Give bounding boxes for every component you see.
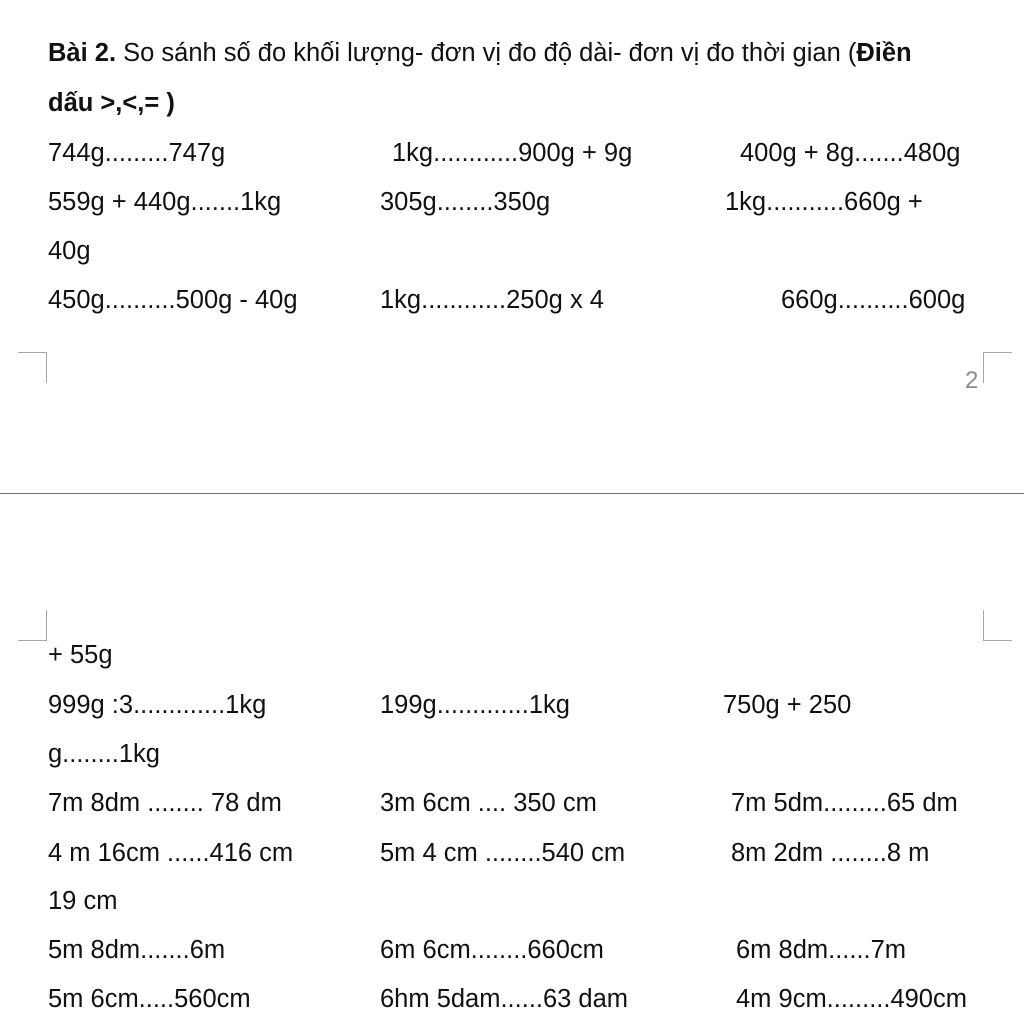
comparison-item: 4 m 16cm ......416 cm	[48, 839, 294, 867]
comparison-item: 6m 8dm......7m	[736, 936, 907, 964]
margin-corner-mark	[983, 352, 1012, 383]
exercise-title: So sánh số đo khối lượng- đơn vị đo độ dài- đơn vị đo thời gian (	[116, 39, 857, 67]
comparison-item: 7m 8dm ........ 78 dm	[48, 789, 282, 817]
comparison-item: 3m 6cm .... 350 cm	[380, 789, 597, 817]
comparison-item: 1kg...........660g +	[725, 188, 923, 216]
exercise-title-bold: Điền	[856, 39, 912, 67]
comparison-item: 400g + 8g.......480g	[740, 139, 961, 167]
comparison-item: 199g.............1kg	[380, 691, 570, 719]
comparison-item-wrap: 19 cm	[48, 887, 118, 915]
comparison-item: 8m 2dm ........8 m	[731, 839, 930, 867]
page-number: 2	[965, 367, 979, 394]
comparison-item: 6hm 5dam......63 dam	[380, 985, 629, 1013]
page-break-divider	[0, 493, 1024, 494]
comparison-item: 305g........350g	[380, 188, 551, 216]
comparison-item: 4m 9cm.........490cm	[736, 985, 967, 1013]
comparison-item-wrap: 40g	[48, 237, 91, 265]
exercise-instruction: dấu >,<,= )	[48, 89, 175, 117]
exercise-label: Bài 2.	[48, 39, 117, 67]
comparison-item: 660g..........600g	[781, 286, 966, 314]
comparison-item: 7m 5dm.........65 dm	[731, 789, 958, 817]
comparison-item: 5m 8dm.......6m	[48, 936, 226, 964]
comparison-item: 750g + 250	[723, 691, 852, 719]
comparison-item: 450g..........500g - 40g	[48, 286, 298, 314]
comparison-item: 999g :3.............1kg	[48, 691, 267, 719]
comparison-item: 1kg............250g x 4	[380, 286, 604, 314]
comparison-item: 6m 6cm........660cm	[380, 936, 604, 964]
comparison-item: 5m 4 cm ........540 cm	[380, 839, 626, 867]
comparison-item: 559g + 440g.......1kg	[48, 188, 282, 216]
comparison-item: 5m 6cm.....560cm	[48, 985, 251, 1013]
margin-corner-mark	[18, 610, 47, 641]
margin-corner-mark	[18, 352, 47, 383]
comparison-item-wrap: + 55g	[48, 641, 113, 669]
comparison-item-wrap: g........1kg	[48, 740, 160, 768]
comparison-item: 744g.........747g	[48, 139, 226, 167]
margin-corner-mark	[983, 610, 1012, 641]
exercise-heading	[48, 37, 912, 69]
comparison-item: 1kg............900g + 9g	[392, 139, 633, 167]
